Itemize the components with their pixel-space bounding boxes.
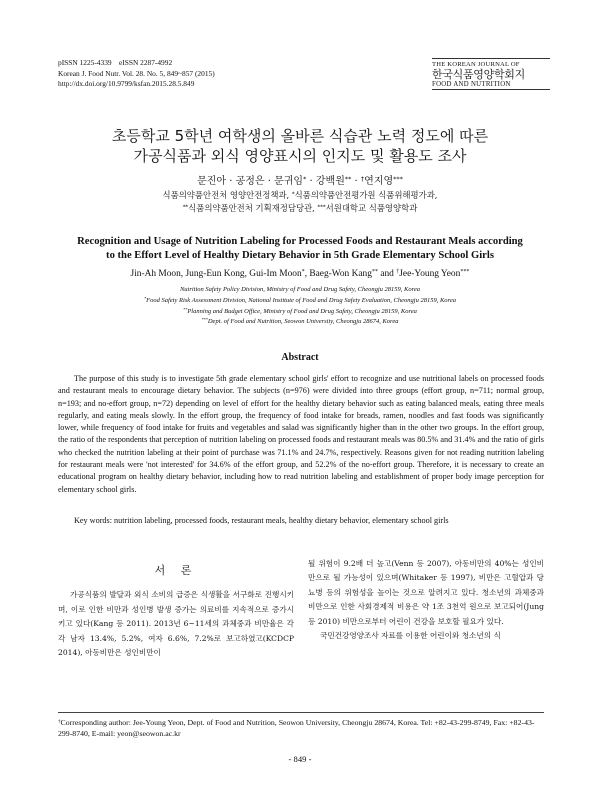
english-authors: [0, 269, 600, 279]
corresponding-mark: †: [58, 718, 61, 725]
author-mark: *: [301, 268, 305, 275]
korean-author-names-b: · 강백원: [306, 176, 345, 187]
korean-author-names-c: ·: [351, 176, 361, 187]
korean-authors: [0, 172, 600, 187]
affiliation-text: Food Safety Risk Assessment Division, National Institute of Food and Drug Safety Evaluation, Cheongju 28159, Korea: [146, 296, 456, 304]
english-affiliations: [0, 285, 600, 328]
journal-name-ko: 한국식품영양학회지: [432, 68, 525, 81]
body-column-right: [308, 557, 544, 643]
corresponding-mark: †: [360, 174, 365, 183]
english-affiliation-3: [0, 307, 600, 318]
english-title: [0, 235, 600, 263]
korean-author-names-a: 문진아 · 공정은 · 문귀임: [197, 176, 304, 187]
korean-author-names-d: 연지영: [364, 176, 394, 187]
korean-affiliations: [0, 189, 600, 214]
affiliation-text: Planning and Budget Office, Ministry of Food and Drug Safety, Cheongju 28159, Korea: [187, 307, 417, 315]
logo-top-rule: [432, 58, 550, 59]
author-mark: **: [371, 268, 378, 275]
publication-metadata: [58, 58, 215, 90]
affiliation-text: 식품의약품안전평가원 식품위해평가과,: [294, 190, 438, 200]
abstract-body: The purpose of this study is to investigate 5th grade elementary school girls' effort to recognize and use nutritional labels on processed foods and restaurant meals to encourage dietary behavior. The subjects (n=976) were divided into three groups (effort group, n=711; normal group, n=193; and no-effort group, n=72) depending on level of effort for the healthy dietary behavior such as eating balanced meals, eating three meals regularly, and eating meals slowly. In the effort group, the frequency of food intake for breads, ramen, noodles and fast foods was significantly lower, while frequency of food intake for fruits and vegetables and salad was significantly higher than in the other two groups. In the effort group, the ratio of the respondents that perception of nutrition labeling on processed foods and restaurant meals was 80.5% and 31.4% and the ratio of girls who checked the nutrition labeling at their point of purchase was 71.1% and 24.7%, respectively. Reasons given for not reading nutrition labeling for restaurant meals were 'not interested' for 34.6% of the effort group, and 52.2% of the no-effort group. Therefore, it is necessary to create an educational program on healthy dietary behavior, including how to read nutrition labeling and establishment of proper body image perception for elementary school girls.: [58, 374, 544, 494]
page-number: - 849 -: [288, 754, 312, 764]
keywords: Key words: nutrition labeling, processed foods, restaurant meals, healthy dietary behavior, elementary school girls: [74, 516, 449, 525]
section-heading-introduction: 서 론: [154, 564, 198, 577]
english-affiliation-2: [0, 296, 600, 307]
affiliation-mark: ***: [317, 203, 326, 210]
body-paragraph: 될 위험이 9.2배 더 높고(Venn 등 2007), 아동비만의 40%는 성인비만으로 될 가능성이 있으며(Whitaker 등 1997), 비만은 고혈압과 당뇨병 등의 위험성을 높이는 것으로 알려지고 있다. 청소년의 과체중과 비만으로 인한 사회경제적 비용은 약 1조 3천억 원으로 보고되어(Jung 등 2010) 비만으로부터 어린이 건강을 보호할 필요가 있다.: [308, 559, 544, 626]
body-column-left: [58, 556, 294, 660]
korean-title: [0, 126, 600, 166]
affiliation-mark: *: [291, 191, 295, 198]
author-mark: *: [303, 174, 307, 183]
journal-name-en-bottom: FOOD AND NUTRITION: [432, 81, 550, 90]
abstract-heading: Abstract: [281, 352, 319, 363]
english-affiliation-1: Nutrition Safety Policy Division, Ministry of Food and Drug Safety, Cheongju 28159, Korea: [179, 286, 421, 293]
english-author-names-a: Jin-Ah Moon, Jung-Eun Kong, Gui-Im Moon: [130, 269, 302, 279]
affiliation-text: 식품의약품안전처 영양안전정책과,: [162, 190, 292, 200]
footnote-text: Corresponding author: Jee-Young Yeon, Dept. of Food and Nutrition, Seowon University, Cheongju 28674, Korea. Tel: +82-43-299-8749, Fax: +82-43-299-8740, E-mail: yeon@seowon.ac.kr: [58, 718, 535, 738]
author-mark: **: [344, 174, 352, 183]
affiliation-mark: **: [182, 203, 189, 210]
affiliation-text: 식품의약품안전처 기획재정담당관,: [188, 202, 318, 213]
journal-logo: [432, 58, 550, 90]
author-mark: ***: [393, 174, 403, 183]
issn-line: pISSN 1225-4339 eISSN 2287-4992: [58, 58, 173, 67]
korean-title-line-2: 가공식품과 외식 영양표시의 인지도 및 활용도 조사: [133, 147, 467, 165]
english-author-names-c: and: [377, 269, 397, 279]
affiliation-text: 서원대학교 식품영양학과: [325, 202, 418, 213]
english-title-line-1: Recognition and Usage of Nutrition Labeling for Processed Foods and Restaurant Meals according: [77, 236, 523, 247]
affiliation-mark: **: [183, 306, 188, 312]
journal-name-en-top: THE KOREAN JOURNAL OF: [432, 61, 520, 68]
korean-affiliation-line-1: [0, 189, 600, 202]
affiliation-mark: *: [144, 295, 147, 301]
citation-line: Korean J. Food Nutr. Vol. 28. No. 5, 849~857 (2015): [58, 68, 215, 78]
affiliation-text: Dept. of Food and Nutrition, Seowon University, Cheongju 28674, Korea: [207, 318, 399, 326]
corresponding-author-footnote: [58, 712, 544, 739]
english-author-names-d: Jee-Young Yeon: [399, 269, 461, 279]
corresponding-mark: †: [396, 268, 400, 275]
doi-link[interactable]: http://dx.doi.org/10.9799/ksfan.2015.28.5.849: [58, 79, 195, 88]
korean-affiliation-line-2: [0, 202, 600, 215]
body-paragraph: 가공식품의 발달과 외식 소비의 급증은 식생활을 서구화로 진행시키며, 이로 인한 비만과 성인병 발생 증가는 의료비를 지속적으로 증가시키고 있다(Kang 등 2011). 2013년 6~11세의 과체중과 비만율은 각각 남자 13.4%, 5.2%, 여자 6.6%, 7.2%로 보고하였고(KCDCP 2014), 아동비만은 성인비만이: [58, 590, 294, 658]
english-title-line-2: to the Effort Level of Healthy Dietary Behavior in 5th Grade Elementary School Girls: [106, 250, 494, 261]
english-affiliation-4: [0, 317, 600, 328]
affiliation-mark: ***: [201, 317, 208, 323]
english-author-names-b: , Baeg-Won Kang: [304, 269, 372, 279]
body-paragraph: 국민건강영양조사 자료를 이용한 어린이와 청소년의 식: [320, 631, 501, 641]
korean-title-line-1: 초등학교 5학년 여학생의 올바른 식습관 노력 정도에 따른: [111, 127, 489, 145]
author-mark: ***: [460, 268, 470, 275]
